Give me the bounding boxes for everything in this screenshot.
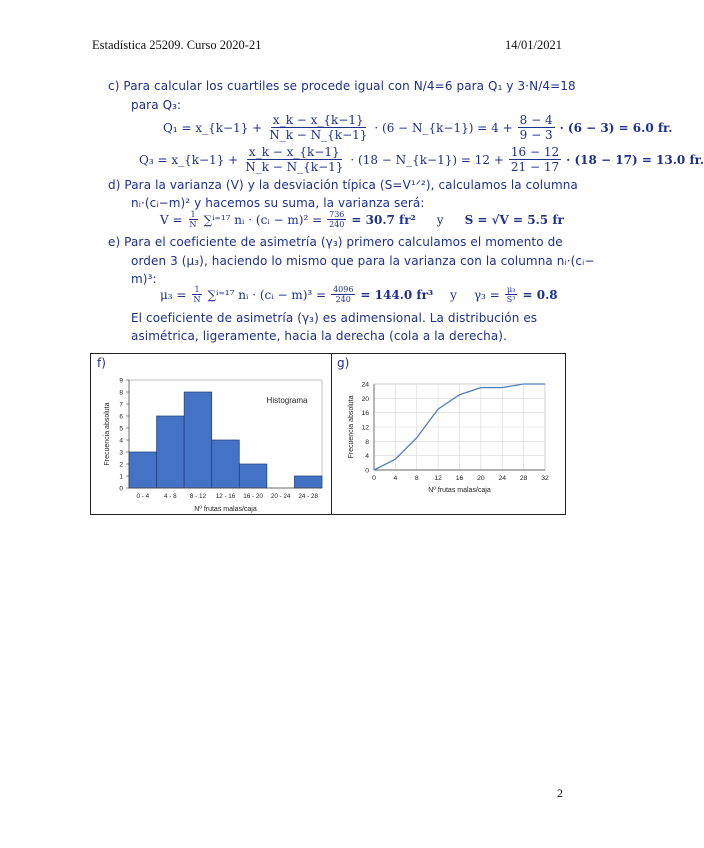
- page-number: 2: [557, 786, 563, 800]
- mu-f2d: 240: [335, 295, 351, 304]
- header-title: Estadística 25209. Curso 2020-21: [92, 38, 262, 52]
- y-tick-label: 8: [365, 438, 369, 446]
- q1-mid: · (6 − N_{k−1}) = 4 +: [374, 120, 513, 135]
- x-axis-label: Nº frutas malas/caja: [428, 487, 491, 494]
- x-tick-label: 0 - 4: [136, 493, 150, 500]
- q1-num2: 8 − 4: [519, 113, 553, 127]
- histogram-bar: [212, 440, 240, 488]
- e-line4: El coeficiente de asimetría (γ₃) es adimensional. La distribución es: [131, 311, 538, 325]
- mu-f1n: 1: [194, 285, 200, 294]
- c-line2: para Q₃:: [131, 98, 182, 112]
- e-line3: m)³:: [131, 272, 157, 286]
- x-tick-label: 8: [414, 475, 419, 482]
- c-line1: c) Para calcular los cuartiles se procede igual con N/4=6 para Q₁ y 3·N/4=18: [108, 79, 576, 93]
- y-axis-label: Frecuencia absoluta: [348, 395, 355, 459]
- y-tick-label: 12: [361, 424, 369, 432]
- x-tick-label: 8 - 12: [189, 493, 206, 500]
- q3-den2: 21 − 17: [510, 160, 560, 174]
- q3-lhs: Q₃ = x_{k−1} +: [139, 152, 239, 167]
- q1-den2: 9 − 3: [519, 128, 553, 142]
- variance-equation: [160, 210, 564, 229]
- x-tick-label: 4 - 8: [164, 493, 177, 500]
- q3-num2: 16 − 12: [510, 145, 560, 159]
- x-tick-label: 24: [498, 475, 507, 482]
- v-lhs: V =: [160, 212, 183, 227]
- histogram-bar: [129, 452, 157, 488]
- g-result: = 0.8: [522, 287, 558, 302]
- x-tick-label: 28: [519, 475, 528, 482]
- y-tick-label: 0: [119, 485, 123, 493]
- q1-lhs: Q₁ = x_{k−1} +: [163, 120, 263, 135]
- mu-sum: ∑ⁱ⁼¹⁷ nᵢ · (cᵢ − m)³ =: [207, 287, 327, 302]
- v-f1n: 1: [190, 210, 196, 219]
- x-tick-label: 24 - 28: [298, 493, 319, 500]
- e-line2: orden 3 (μ₃), haciendo lo mismo que para la varianza con la columna nᵢ·(cᵢ−: [131, 254, 595, 268]
- v-f1d: N: [189, 220, 197, 229]
- y-tick-label: 16: [361, 410, 369, 418]
- d-line2: nᵢ·(cᵢ−m)² y hacemos su suma, la varianza será:: [131, 196, 425, 210]
- x-tick-label: 20: [477, 475, 485, 482]
- cumulative-frequency-chart: [334, 372, 562, 513]
- y-tick-label: 9: [119, 377, 123, 385]
- mu3-equation: [160, 285, 558, 304]
- x-tick-label: 12: [434, 475, 442, 482]
- mu-and: y: [450, 287, 457, 302]
- x-tick-label: 16 - 20: [243, 493, 263, 500]
- mu-f2n: 4096: [333, 285, 354, 294]
- y-tick-label: 0: [365, 467, 369, 475]
- x-tick-label: 4: [393, 475, 398, 482]
- y-tick-label: 7: [119, 401, 123, 409]
- q1-result: · (6 − 3) = 6.0 fr.: [559, 120, 673, 135]
- histogram-bar: [184, 392, 212, 488]
- y-tick-label: 4: [365, 453, 369, 461]
- y-tick-label: 24: [361, 381, 369, 389]
- y-tick-label: 4: [119, 437, 123, 445]
- e-line5: asimétrica, ligeramente, hacia la derecha (cola a la derecha).: [131, 329, 507, 343]
- g-lhs: γ₃ =: [473, 287, 500, 302]
- s-result: S = √V = 5.5 fr: [464, 212, 564, 227]
- x-tick-label: 12 - 16: [215, 493, 236, 500]
- y-axis-label: Frecuencia absoluta: [104, 402, 111, 466]
- mu-f1d: N: [193, 295, 201, 304]
- g-fn: μ₃: [506, 285, 516, 294]
- histogram-bar: [157, 416, 185, 488]
- figure-divider: [331, 353, 332, 515]
- q3-mid: · (18 − N_{k−1}) = 12 +: [350, 152, 504, 167]
- histogram-bar: [294, 476, 322, 488]
- chart-title: Histograma: [266, 396, 308, 405]
- header-date: 14/01/2021: [505, 38, 562, 52]
- q1-den: N_k − N_{k−1}: [269, 128, 368, 142]
- panel-f-label: f): [97, 356, 106, 370]
- mu-lhs: μ₃ =: [160, 287, 187, 302]
- q3-equation: [139, 145, 704, 174]
- v-f2d: 240: [329, 220, 345, 229]
- x-tick-label: 20 - 24: [270, 493, 291, 500]
- y-tick-label: 8: [119, 389, 123, 397]
- g-fd: S³: [506, 295, 516, 304]
- q3-result: · (18 − 17) = 13.0 fr.: [566, 152, 704, 167]
- v-sum: ∑ⁱ⁼¹⁷ nᵢ · (cᵢ − m)² =: [203, 212, 323, 227]
- q1-equation: [163, 113, 672, 142]
- y-tick-label: 5: [119, 425, 123, 433]
- panel-g-label: g): [337, 356, 350, 370]
- v-f2n: 736: [329, 210, 345, 219]
- y-tick-label: 3: [119, 449, 123, 457]
- x-axis-label: Nº frutas malas/caja: [194, 506, 257, 513]
- x-tick-label: 16: [455, 475, 464, 482]
- x-tick-label: 0: [372, 475, 376, 482]
- histogram-bar: [239, 464, 267, 488]
- y-tick-label: 1: [119, 473, 123, 481]
- y-tick-label: 2: [119, 461, 123, 469]
- x-tick-label: 32: [541, 475, 549, 482]
- y-tick-label: 20: [361, 395, 369, 403]
- histogram-chart: [92, 370, 328, 513]
- d-line1: d) Para la varianza (V) y la desviación típica (S=V¹ᐟ²), calculamos la columna: [108, 178, 578, 192]
- q3-num: x_k − x_{k−1}: [248, 145, 340, 159]
- e-line1: e) Para el coeficiente de asimetría (γ₃) primero calculamos el momento de: [108, 235, 563, 249]
- mu-result: = 144.0 fr³: [360, 287, 434, 302]
- q3-den: N_k − N_{k−1}: [245, 160, 344, 174]
- y-tick-label: 6: [119, 413, 123, 421]
- v-and: y: [436, 212, 444, 227]
- v-result: = 30.7 fr²: [351, 212, 416, 227]
- q1-num: x_k − x_{k−1}: [272, 113, 364, 127]
